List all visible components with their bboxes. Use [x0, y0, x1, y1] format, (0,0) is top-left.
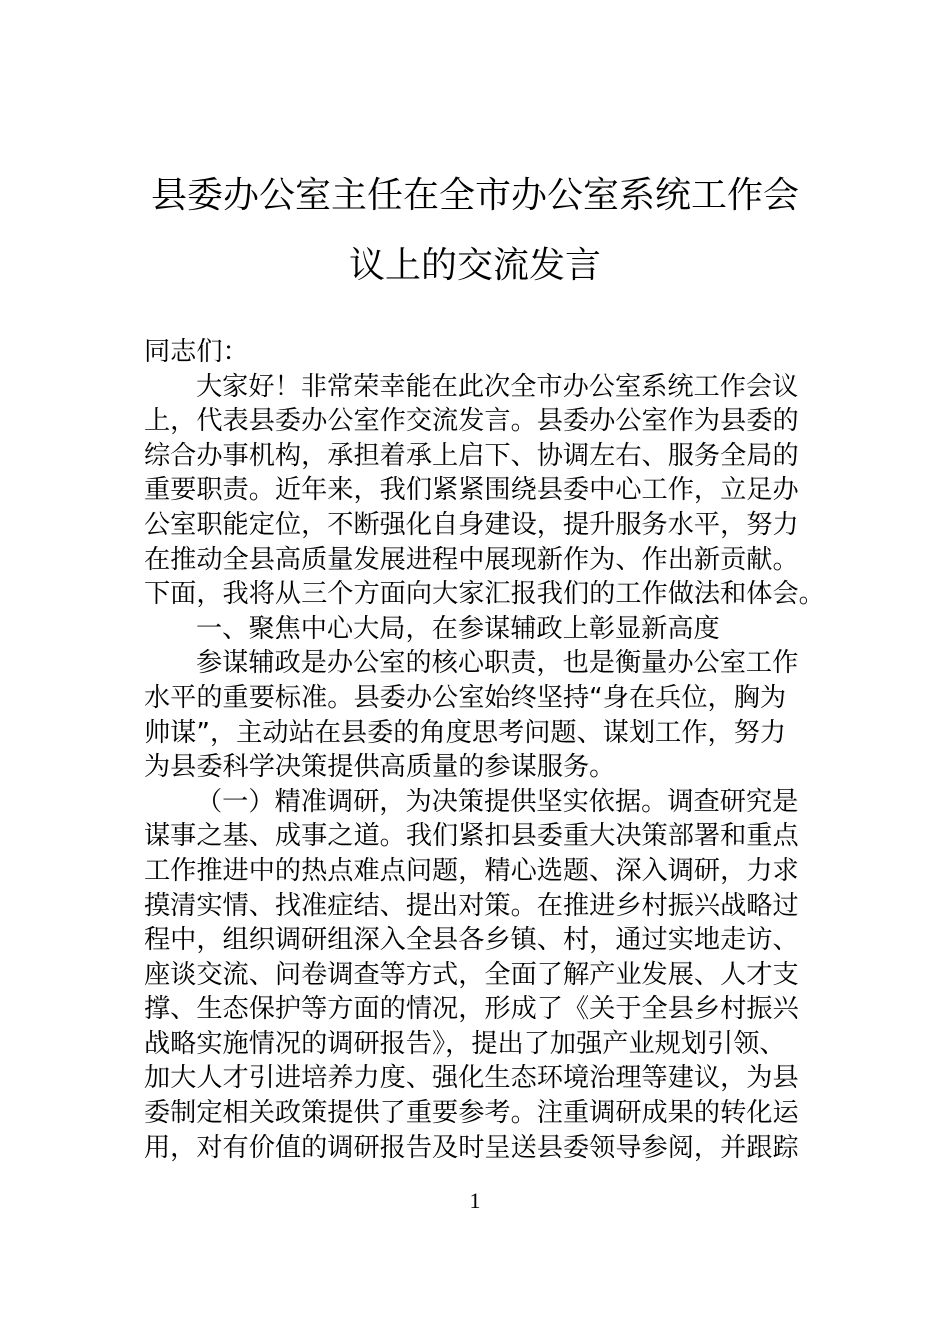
document-body: [144, 335, 825, 1165]
text-line: 为县委科学决策提供高质量的参谋服务。: [144, 752, 616, 783]
text-line: 公室职能定位，不断强化自身建设，提升服务水平，努力: [144, 509, 799, 540]
text-line: 下面，我将从三个方面向大家汇报我们的工作做法和体会。: [144, 579, 825, 610]
text-line: 帅谋”，主动站在县委的角度思考问题、谋划工作，努力: [144, 717, 787, 748]
text-line: 摸清实情、找准症结、提出对策。在推进乡村振兴战略过: [144, 890, 799, 921]
text-line: 大家好！非常荣幸能在此次全市办公室系统工作会议: [196, 371, 799, 402]
text-line: 委制定相关政策提供了重要参考。注重调研成果的转化运: [144, 1098, 799, 1129]
title-line: 县委办公室主任在全市办公室系统工作会: [150, 175, 799, 216]
page-number: 1: [469, 1188, 481, 1213]
text-line: 参谋辅政是办公室的核心职责，也是衡量办公室工作: [196, 648, 799, 679]
salutation: 同志们：: [144, 337, 249, 367]
title-line: 议上的交流发言: [348, 245, 601, 286]
text-line: 用，对有价值的调研报告及时呈送县委领导参阅，并跟踪: [144, 1132, 799, 1163]
text-line: 上，代表县委办公室作交流发言。县委办公室作为县委的: [144, 406, 799, 437]
text-line: 加大人才引进培养力度、强化生态环境治理等建议，为县: [144, 1063, 799, 1094]
text-line: 谋事之基、成事之道。我们紧扣县委重大决策部署和重点: [144, 821, 799, 852]
subsection-line: （一）精准调研，为决策提供坚实依据。调查研究是: [196, 786, 799, 817]
text-line: 重要职责。近年来，我们紧紧围绕县委中心工作，立足办: [144, 475, 799, 506]
text-line: 撑、生态保护等方面的情况，形成了《关于全县乡村振兴: [144, 994, 799, 1025]
text-line: 工作推进中的热点难点问题，精心选题、深入调研，力求: [144, 855, 799, 886]
text-line: 水平的重要标准。县委办公室始终坚持“身在兵位，胸为: [144, 682, 787, 713]
text-line: 综合办事机构，承担着承上启下、协调左右、服务全局的: [144, 440, 799, 471]
text-line: 战略实施情况的调研报告》，提出了加强产业规划引领、: [144, 1028, 786, 1059]
text-line: 在推动全县高质量发展进程中展现新作为、作出新贡献。: [144, 544, 799, 575]
text-line: 座谈交流、问卷调查等方式，全面了解产业发展、人才支: [144, 959, 799, 990]
text-line: 程中，组织调研组深入全县各乡镇、村，通过实地走访、: [144, 925, 799, 956]
document-title: [0, 161, 950, 301]
section-heading: 一、聚焦中心大局，在参谋辅政上彰显新高度: [196, 613, 720, 644]
